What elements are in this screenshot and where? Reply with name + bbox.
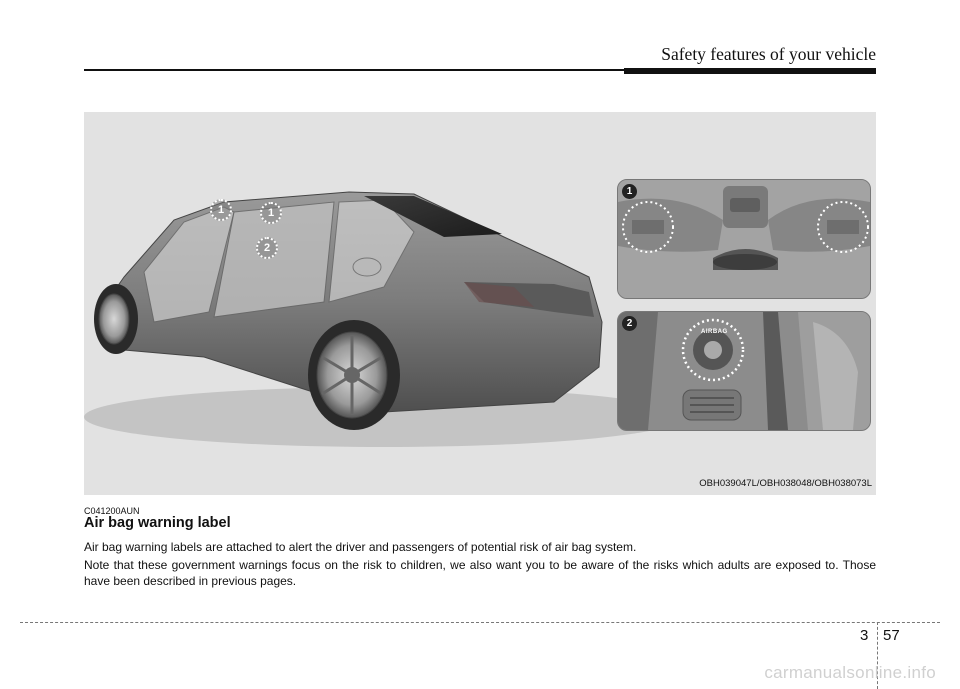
section-title: Air bag warning label (84, 515, 231, 531)
callout-2: 2 (256, 237, 278, 259)
figure-caption: OBH039047L/OBH038048/OBH038073L (699, 478, 872, 489)
callout-1-front: 1 (210, 199, 232, 221)
page-header-title: Safety features of your vehicle (661, 44, 876, 64)
watermark-text: carmanualsonline.info (764, 663, 936, 682)
inset-2-label: 2 (622, 316, 637, 331)
inset-1-label: 1 (622, 184, 637, 199)
airbag-sticker-text: AIRBAG (701, 329, 728, 335)
inset-dashboard-label (617, 311, 871, 431)
paragraph-2: Note that these government warnings focus on the risk to children, we also want you to be aware of the risks which adults are exposed to. Those have been described in previous pages. (84, 558, 876, 588)
airbag-figure (84, 112, 876, 495)
section-code: C041200AUN (84, 506, 140, 516)
footer-rule (20, 622, 940, 623)
chapter-number: 3 (860, 627, 869, 644)
inset-sun-visor (617, 179, 871, 299)
paragraph-1: Air bag warning labels are attached to alert the driver and passengers of potential risk of air bag system. (84, 540, 637, 554)
header-rule-accent (624, 68, 876, 74)
car-illustration (84, 112, 876, 495)
callout-1-rear: 1 (260, 202, 282, 224)
page-number: 57 (883, 627, 900, 644)
